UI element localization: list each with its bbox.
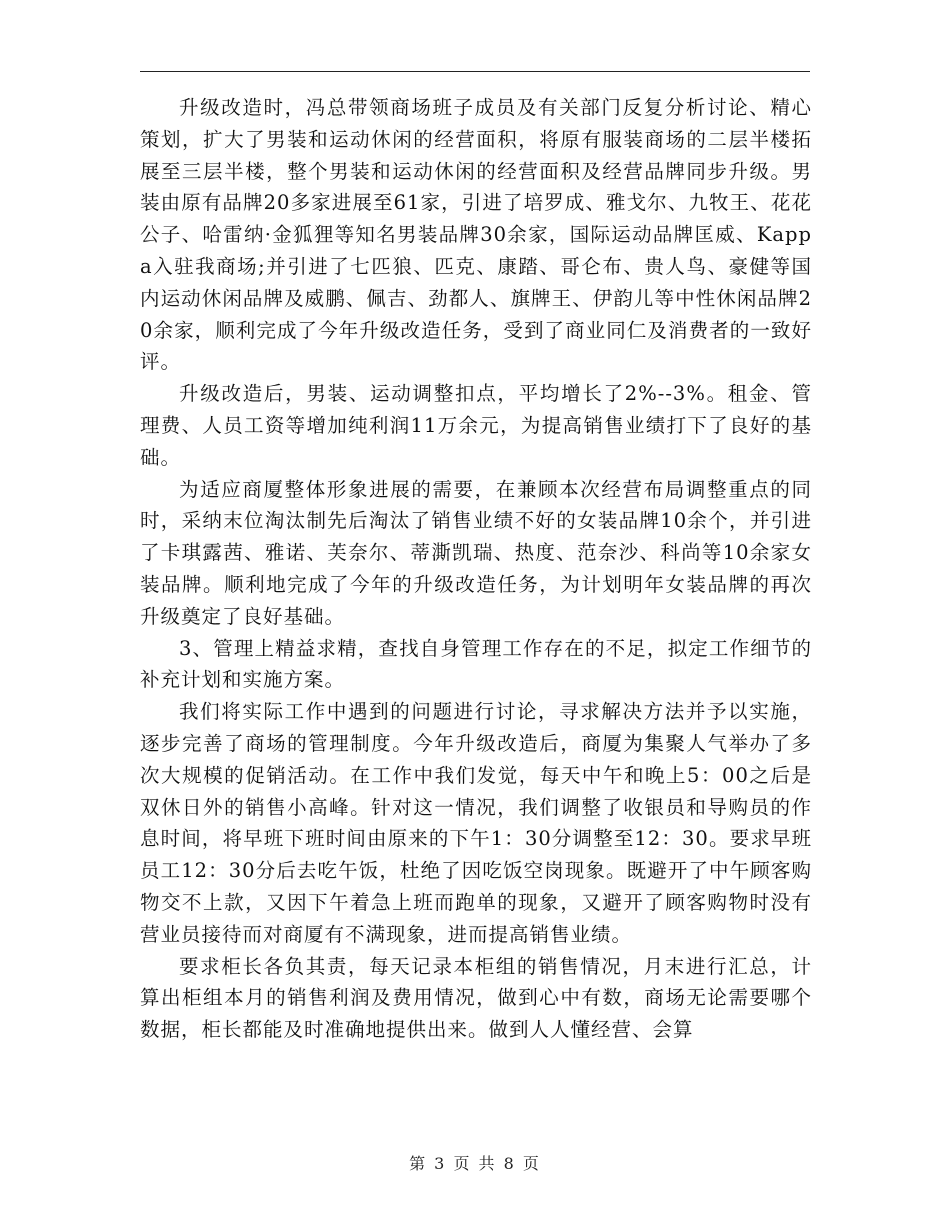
header-rule: [140, 71, 810, 72]
paragraph-upgrade-menswear: 升级改造时，冯总带领商场班子成员及有关部门反复分析讨论、精心策划，扩大了男装和运动休闲的经营面积，将原有服装商场的二层半楼拓展至三层半楼，整个男装和运动休闲的经营面积及经营品牌同步升级。男装由原有品牌20多家进展至61家，引进了培罗成、雅戈尔、九牧王、花花公子、哈雷纳·金狐狸等知名男装品牌30余家，国际运动品牌匡威、Kappa入驻我商场;并引进了七匹狼、匹克、康踏、哥仑布、贵人鸟、豪健等国内运动休闲品牌及威鹏、佩吉、劲都人、旗牌王、伊韵儿等中性休闲品牌20余家，顺利完成了今年升级改造任务，受到了商业同仁及消费者的一致好评。: [140, 96, 812, 374]
paragraph-profit-increase: 升级改造后，男装、运动调整扣点，平均增长了2%--3%。租金、管理费、人员工资等增加纯利润11万余元，为提高销售业绩打下了良好的基础。: [140, 382, 812, 469]
paragraph-womenswear: 为适应商厦整体形象进展的需要，在兼顾本次经营布局调整重点的同时，采纳末位淘汰制先后淘汰了销售业绩不好的女装品牌10余个，并引进了卡琪露茜、雅诺、芙奈尔、蒂澌凯瑞、热度、范奈沙、科尚等10余家女装品牌。顺利地完成了今年的升级改造任务，为计划明年女装品牌的再次升级奠定了良好基础。: [140, 477, 812, 628]
paragraph-schedule-adjustment: 我们将实际工作中遇到的问题进行讨论，寻求解决方法并予以实施，逐步完善了商场的管理制度。今年升级改造后，商厦为集聚人气举办了多次大规模的促销活动。在工作中我们发觉，每天中午和晚上5：00之后是双休日外的销售小高峰。针对这一情况，我们调整了收银员和导购员的作息时间，将早班下班时间由原来的下午1：30分调整至12：30。要求早班员工12：30分后去吃午饭，杜绝了因吃饭空岗现象。既避开了中午顾客购物交不上款，又因下午着急上班而跑单的现象，又避开了顾客购物时没有营业员接待而对商厦有不满现象，进而提高销售业绩。: [140, 700, 812, 946]
document-body: [140, 92, 812, 1046]
paragraph-management-heading: 3、管理上精益求精，查找自身管理工作存在的不足，拟定工作细节的补充计划和实施方案。: [140, 636, 812, 692]
page-number-footer: 第 3 页 共 8 页: [409, 1154, 541, 1173]
paragraph-counter-manager: 要求柜长各负其责，每天记录本柜组的销售情况，月末进行汇总，计算出柜组本月的销售利润及费用情况，做到心中有数，商场无论需要哪个数据，柜长都能及时准确地提供出来。做到人人懂经营、会算: [140, 954, 812, 1042]
